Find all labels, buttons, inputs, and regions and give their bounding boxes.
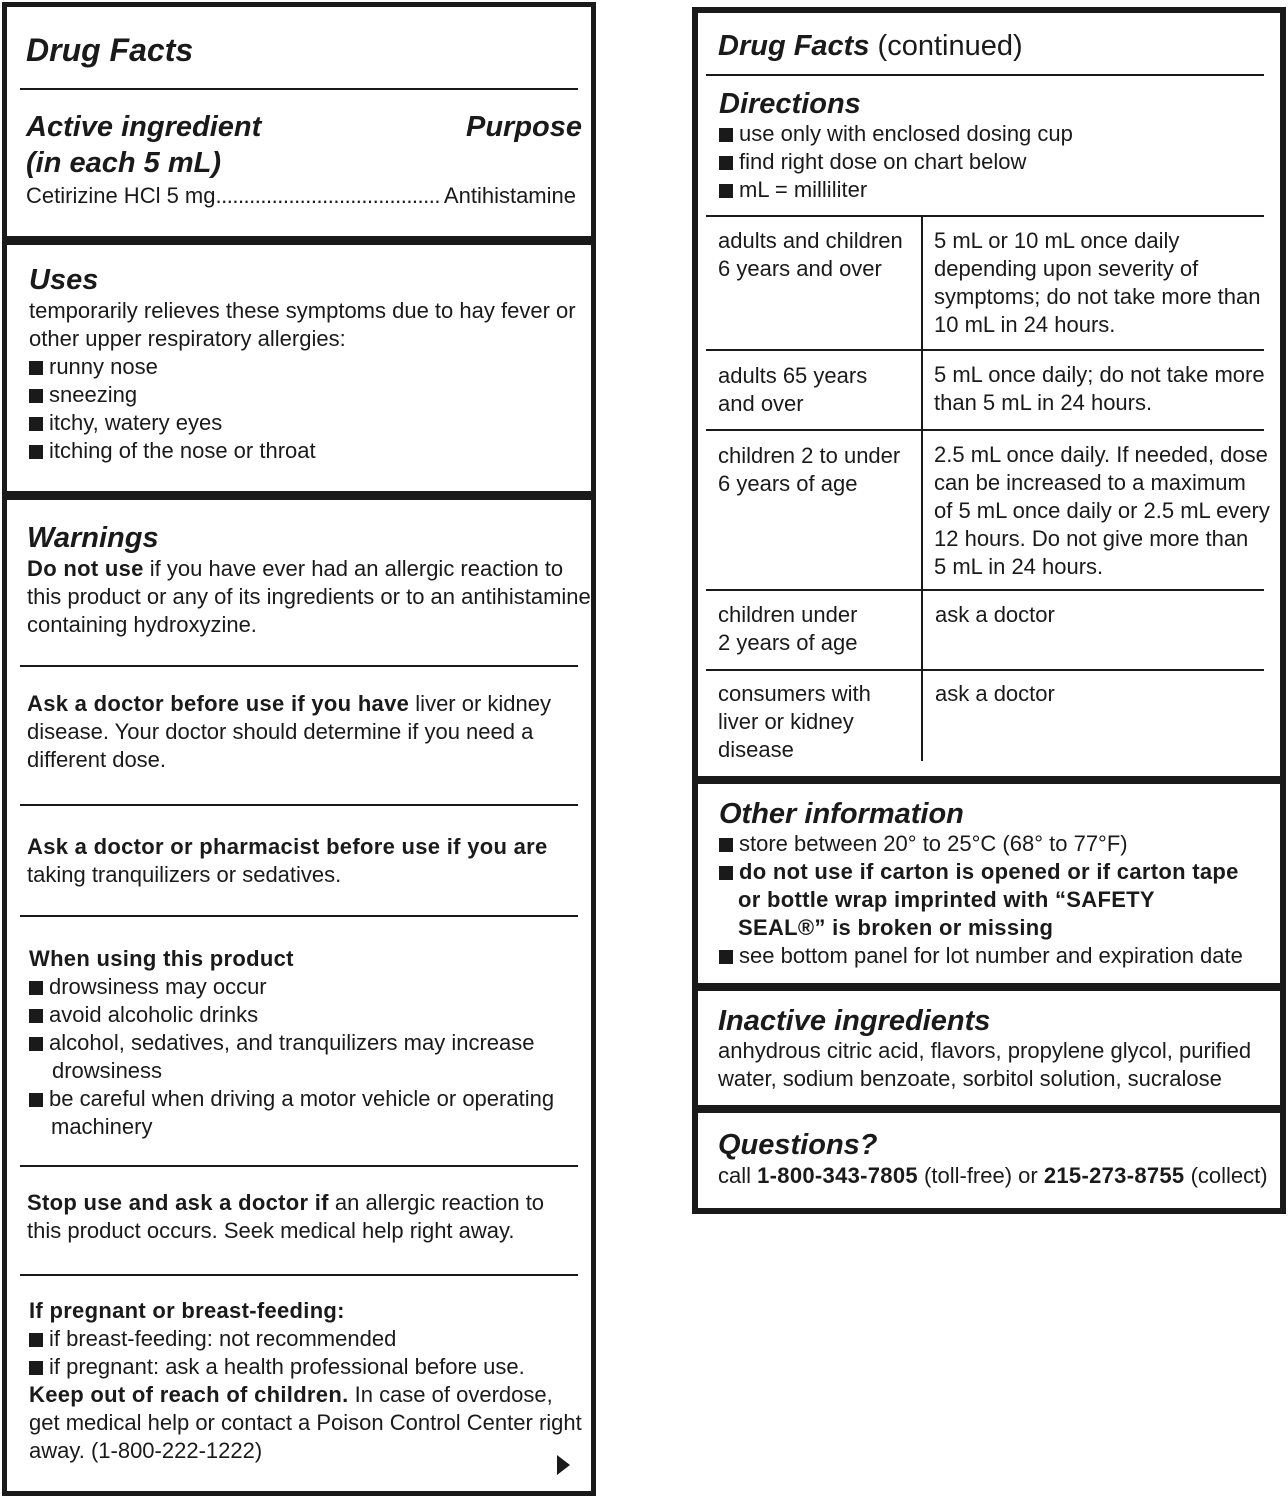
bullet-square-icon xyxy=(29,1333,43,1347)
list-item-text: or bottle wrap imprinted with “SAFETY xyxy=(738,887,1155,912)
ask-doctor-label: Ask a doctor before use if you have xyxy=(27,691,410,716)
table-divider xyxy=(706,669,1264,671)
list-item-text: sneezing xyxy=(49,382,138,407)
list-item xyxy=(719,830,1128,858)
bullet-square-icon xyxy=(29,417,43,431)
collect-label: (collect) xyxy=(1190,1163,1268,1188)
section-separator xyxy=(692,983,1286,991)
age-group: and over xyxy=(718,391,804,416)
list-item-text: do not use if carton is opened or if carton tape xyxy=(739,859,1239,884)
divider xyxy=(706,74,1264,76)
list-item xyxy=(29,1029,534,1057)
bullet-square-icon xyxy=(719,838,733,852)
section-separator xyxy=(2,236,596,245)
stop-use-text: this product occurs. Seek medical help right away. xyxy=(27,1218,515,1243)
panel-title-continued: (continued) xyxy=(877,30,1023,62)
other-info-heading: Other information xyxy=(719,798,964,830)
do-not-use-text: containing hydroxyzine. xyxy=(27,612,257,637)
age-group: children under xyxy=(718,602,858,627)
continue-arrow-icon xyxy=(557,1455,570,1475)
ask-doctor-line xyxy=(27,690,551,718)
list-item-text: find right dose on chart below xyxy=(739,149,1027,174)
dose-cell xyxy=(934,441,1270,581)
list-item xyxy=(29,1325,396,1353)
inactive-text: water, sodium benzoate, sorbitol solution, sucralose xyxy=(718,1066,1222,1091)
list-item xyxy=(719,858,1239,886)
bullet-square-icon xyxy=(29,1009,43,1023)
ask-pharmacist-label: Ask a doctor or pharmacist before use if you are xyxy=(27,834,548,859)
list-item-text: itching of the nose or throat xyxy=(49,438,316,463)
list-item-text: runny nose xyxy=(49,354,158,379)
dose-text: 5 mL in 24 hours. xyxy=(934,554,1104,579)
do-not-use-label: Do not use xyxy=(27,556,144,581)
dose-cell xyxy=(934,361,1265,417)
list-item-text: use only with enclosed dosing cup xyxy=(739,121,1073,146)
table-row xyxy=(718,601,857,657)
age-group: 2 years of age xyxy=(718,630,858,655)
active-ingredient-row xyxy=(26,182,576,210)
panel-title-main: Drug Facts xyxy=(718,30,870,62)
uses-heading: Uses xyxy=(29,264,99,296)
table-row xyxy=(718,442,900,498)
age-group: adults 65 years xyxy=(718,363,868,388)
age-group: 6 years and over xyxy=(718,256,882,281)
keep-out-text: get medical help or contact a Poison Control Center right xyxy=(29,1410,582,1435)
list-item-text: SEAL®” is broken or missing xyxy=(738,915,1054,940)
ask-doctor-text: disease. Your doctor should determine if you need a xyxy=(27,719,534,744)
directions-heading: Directions xyxy=(719,88,861,120)
dose-text: 12 hours. Do not give more than xyxy=(934,526,1249,551)
leader-dots: ........................................ xyxy=(215,183,440,208)
dose-text: 5 mL once daily; do not take more xyxy=(934,362,1265,387)
list-item xyxy=(29,1353,525,1381)
do-not-use-line xyxy=(27,555,563,583)
divider xyxy=(20,1165,578,1167)
bullet-square-icon xyxy=(29,1361,43,1375)
divider xyxy=(20,804,578,806)
list-item-text: see bottom panel for lot number and expiration date xyxy=(739,943,1243,968)
warnings-heading: Warnings xyxy=(27,522,159,554)
divider xyxy=(20,915,578,917)
dose-text: than 5 mL in 24 hours. xyxy=(934,390,1153,415)
bullet-square-icon xyxy=(719,184,733,198)
pregnant-heading: If pregnant or breast-feeding: xyxy=(29,1298,345,1323)
ask-pharmacist-text: taking tranquilizers or sedatives. xyxy=(27,862,342,887)
list-item xyxy=(719,148,1026,176)
ask-doctor-text: liver or kidney xyxy=(415,691,552,716)
bullet-square-icon xyxy=(29,445,43,459)
bullet-square-icon xyxy=(719,866,733,880)
age-group: consumers with xyxy=(718,681,871,706)
list-item-text: if breast-feeding: not recommended xyxy=(49,1326,397,1351)
keep-out-label: Keep out of reach of children. xyxy=(29,1382,349,1407)
tollfree-label: (toll-free) or xyxy=(924,1163,1038,1188)
collect-phone: 215-273-8755 xyxy=(1043,1163,1185,1188)
table-row xyxy=(718,362,867,418)
keep-out-text: In case of overdose, xyxy=(354,1382,553,1407)
active-ingredient-heading: Active ingredient xyxy=(26,111,262,143)
list-item xyxy=(719,942,1243,970)
age-group: children 2 to under xyxy=(718,443,901,468)
dose-text: ask a doctor xyxy=(935,602,1055,627)
table-divider xyxy=(706,429,1264,431)
dose-text: can be increased to a maximum xyxy=(934,470,1246,495)
age-group: disease xyxy=(718,737,794,762)
panel-title: Drug Facts xyxy=(26,32,194,68)
list-item xyxy=(29,1001,258,1029)
stop-use-line xyxy=(27,1189,544,1217)
questions-heading: Questions? xyxy=(718,1129,878,1161)
divider xyxy=(20,88,578,90)
bullet-square-icon xyxy=(29,1093,43,1107)
inactive-heading: Inactive ingredients xyxy=(718,1005,991,1037)
age-group: liver or kidney xyxy=(718,709,854,734)
table-column-divider xyxy=(921,215,923,761)
ingredient-name: Cetirizine HCl 5 mg xyxy=(26,183,216,208)
questions-line xyxy=(718,1162,1268,1190)
do-not-use-text: this product or any of its ingredients or to an antihistamine xyxy=(27,584,591,609)
active-ingredient-subheading: (in each 5 mL) xyxy=(26,147,221,179)
bullet-square-icon xyxy=(719,128,733,142)
list-item xyxy=(29,437,316,465)
dose-text: 5 mL or 10 mL once daily xyxy=(934,228,1180,253)
divider xyxy=(20,665,578,667)
list-item-text: avoid alcoholic drinks xyxy=(49,1002,259,1027)
call-label: call xyxy=(718,1163,752,1188)
dose-text: 2.5 mL once daily. If needed, dose xyxy=(934,442,1268,467)
list-item xyxy=(29,409,222,437)
do-not-use-text: if you have ever had an allergic reaction to xyxy=(149,556,564,581)
age-group: adults and children xyxy=(718,228,903,253)
bullet-square-icon xyxy=(719,156,733,170)
dose-cell xyxy=(934,227,1261,339)
list-item xyxy=(29,381,137,409)
bullet-square-icon xyxy=(29,981,43,995)
bullet-square-icon xyxy=(29,389,43,403)
inactive-text: anhydrous citric acid, flavors, propylene glycol, purified xyxy=(718,1038,1252,1063)
ask-doctor-text: different dose. xyxy=(27,747,167,772)
list-item xyxy=(719,120,1073,148)
bullet-square-icon xyxy=(29,1037,43,1051)
divider xyxy=(20,1274,578,1276)
keep-out-line xyxy=(29,1381,553,1409)
list-item-text: store between 20° to 25°C (68° to 77°F) xyxy=(739,831,1128,856)
stop-use-text: an allergic reaction to xyxy=(334,1190,545,1215)
dose-cell xyxy=(935,601,1055,629)
ingredient-purpose: Antihistamine xyxy=(443,183,576,208)
list-item xyxy=(719,176,867,204)
purpose-heading: Purpose xyxy=(466,111,583,143)
table-divider xyxy=(706,349,1264,351)
uses-intro: other upper respiratory allergies: xyxy=(29,326,346,351)
keep-out-text: away. (1-800-222-1222) xyxy=(29,1438,263,1463)
list-item-text: itchy, watery eyes xyxy=(49,410,223,435)
bullet-square-icon xyxy=(29,361,43,375)
list-item-text: machinery xyxy=(51,1114,153,1139)
dose-text: symptoms; do not take more than xyxy=(934,284,1261,309)
tollfree-phone: 1-800-343-7805 xyxy=(757,1163,918,1188)
table-divider xyxy=(706,589,1264,591)
section-separator xyxy=(2,491,596,500)
list-item-text: be careful when driving a motor vehicle or operating xyxy=(49,1086,555,1111)
age-group: 6 years of age xyxy=(718,471,858,496)
bullet-square-icon xyxy=(719,950,733,964)
list-item xyxy=(29,353,158,381)
table-row xyxy=(718,680,871,764)
dose-text: 10 mL in 24 hours. xyxy=(934,312,1116,337)
section-separator xyxy=(692,1105,1286,1113)
panel-title xyxy=(718,28,1023,64)
when-using-heading: When using this product xyxy=(29,946,294,971)
list-item-text: alcohol, sedatives, and tranquilizers may increase xyxy=(49,1030,535,1055)
list-item xyxy=(29,1085,554,1113)
table-row xyxy=(718,227,903,283)
list-item-text: drowsiness may occur xyxy=(49,974,267,999)
list-item-text: drowsiness xyxy=(52,1058,163,1083)
uses-intro: temporarily relieves these symptoms due to hay fever or xyxy=(29,298,576,323)
list-item-text: if pregnant: ask a health professional before use. xyxy=(49,1354,525,1379)
list-item-text: mL = milliliter xyxy=(739,177,868,202)
stop-use-label: Stop use and ask a doctor if xyxy=(27,1190,329,1215)
dose-cell xyxy=(935,680,1055,708)
table-divider xyxy=(706,215,1264,217)
list-item xyxy=(29,973,267,1001)
dose-text: ask a doctor xyxy=(935,681,1055,706)
section-separator xyxy=(692,776,1286,784)
dose-text: depending upon severity of xyxy=(934,256,1199,281)
dose-text: of 5 mL once daily or 2.5 mL every xyxy=(934,498,1270,523)
